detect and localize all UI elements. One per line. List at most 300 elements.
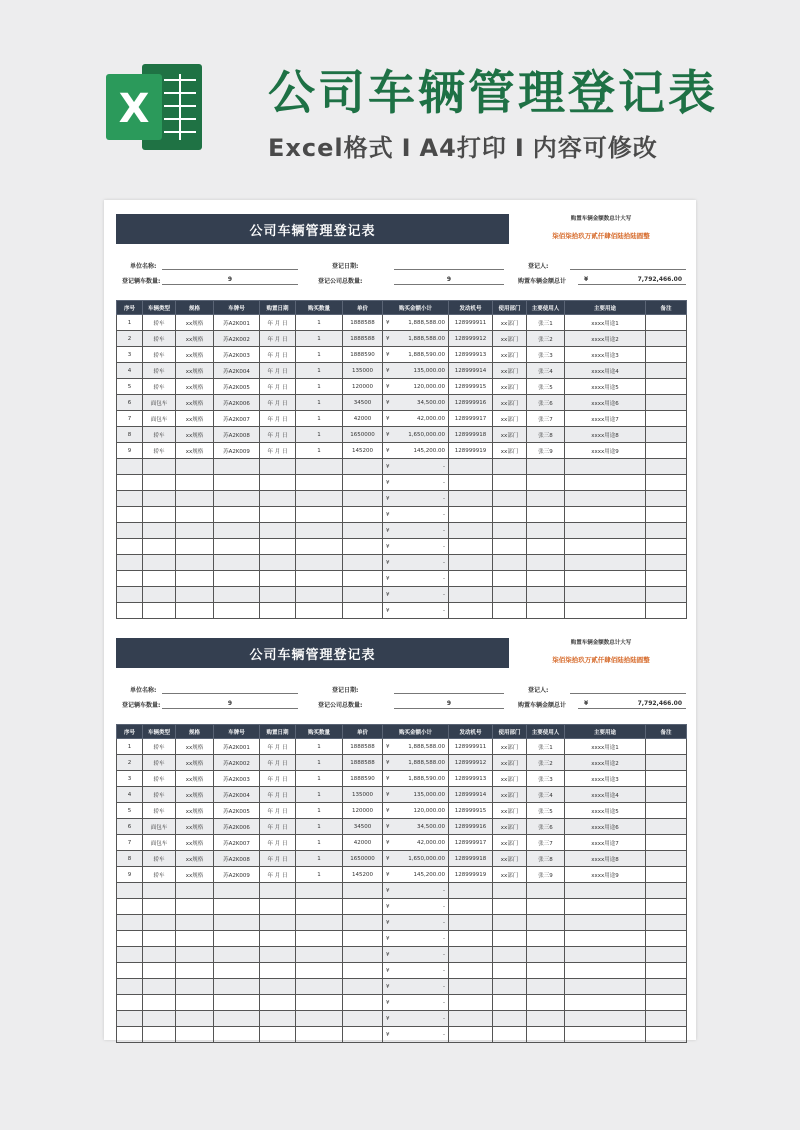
table-cell[interactable]: 128999918 bbox=[449, 851, 493, 867]
table-cell[interactable]: 年 月 日 bbox=[260, 771, 296, 787]
table-cell[interactable] bbox=[214, 603, 260, 619]
table-cell-amount[interactable] bbox=[383, 995, 449, 1011]
table-cell[interactable] bbox=[296, 571, 343, 587]
table-cell[interactable] bbox=[260, 603, 296, 619]
table-cell[interactable] bbox=[493, 507, 527, 523]
table-cell[interactable]: 轿车 bbox=[143, 771, 176, 787]
table-cell[interactable] bbox=[214, 523, 260, 539]
table-cell[interactable]: 1 bbox=[296, 755, 343, 771]
table-cell[interactable] bbox=[646, 587, 687, 603]
table-cell[interactable]: 轿车 bbox=[143, 443, 176, 459]
table-cell[interactable] bbox=[527, 979, 565, 995]
table-cell[interactable] bbox=[260, 995, 296, 1011]
table-cell-amount[interactable] bbox=[383, 867, 449, 883]
table-cell[interactable]: xx规格 bbox=[176, 803, 214, 819]
table-cell[interactable]: 张三5 bbox=[527, 379, 565, 395]
person-field[interactable] bbox=[570, 261, 686, 270]
table-cell[interactable]: xxxx用途1 bbox=[565, 739, 646, 755]
table-cell[interactable]: 苏A2K007 bbox=[214, 835, 260, 851]
table-cell[interactable]: xx规格 bbox=[176, 347, 214, 363]
table-cell[interactable]: 张三5 bbox=[527, 803, 565, 819]
table-cell[interactable] bbox=[493, 459, 527, 475]
table-cell[interactable] bbox=[449, 539, 493, 555]
table-cell[interactable] bbox=[260, 555, 296, 571]
table-cell[interactable] bbox=[214, 1011, 260, 1027]
table-cell[interactable]: 张三6 bbox=[527, 395, 565, 411]
table-cell[interactable]: 轿车 bbox=[143, 851, 176, 867]
table-cell[interactable]: 面包车 bbox=[143, 395, 176, 411]
table-cell[interactable] bbox=[260, 915, 296, 931]
table-cell[interactable] bbox=[343, 963, 383, 979]
table-cell[interactable] bbox=[176, 963, 214, 979]
table-cell[interactable]: 张三2 bbox=[527, 331, 565, 347]
table-cell[interactable] bbox=[646, 395, 687, 411]
table-cell-amount[interactable] bbox=[383, 803, 449, 819]
table-cell[interactable]: 128999915 bbox=[449, 379, 493, 395]
table-cell-amount[interactable] bbox=[383, 459, 449, 475]
table-cell[interactable] bbox=[449, 979, 493, 995]
table-cell[interactable] bbox=[343, 475, 383, 491]
table-cell[interactable] bbox=[527, 555, 565, 571]
table-cell[interactable]: 苏A2K002 bbox=[214, 331, 260, 347]
table-cell[interactable] bbox=[214, 539, 260, 555]
table-cell[interactable]: 128999913 bbox=[449, 771, 493, 787]
table-cell[interactable]: 1650000 bbox=[343, 427, 383, 443]
table-cell[interactable] bbox=[646, 315, 687, 331]
table-cell[interactable] bbox=[260, 459, 296, 475]
table-cell[interactable] bbox=[176, 587, 214, 603]
table-cell[interactable] bbox=[449, 459, 493, 475]
table-cell[interactable] bbox=[493, 587, 527, 603]
table-cell[interactable] bbox=[343, 459, 383, 475]
table-cell[interactable] bbox=[527, 507, 565, 523]
table-cell[interactable] bbox=[646, 427, 687, 443]
table-cell[interactable]: 轿车 bbox=[143, 363, 176, 379]
table-cell[interactable]: 128999919 bbox=[449, 443, 493, 459]
table-cell[interactable]: 135000 bbox=[343, 787, 383, 803]
table-cell[interactable] bbox=[527, 539, 565, 555]
table-cell[interactable]: 年 月 日 bbox=[260, 819, 296, 835]
table-cell[interactable] bbox=[176, 507, 214, 523]
table-cell[interactable] bbox=[646, 571, 687, 587]
table-cell[interactable]: 1 bbox=[296, 315, 343, 331]
table-cell[interactable] bbox=[527, 883, 565, 899]
person-field[interactable] bbox=[570, 685, 686, 694]
table-cell[interactable]: 42000 bbox=[343, 835, 383, 851]
table-cell[interactable] bbox=[296, 915, 343, 931]
table-cell-amount[interactable] bbox=[383, 771, 449, 787]
table-cell[interactable] bbox=[296, 1011, 343, 1027]
table-cell[interactable] bbox=[260, 947, 296, 963]
table-cell[interactable]: 120000 bbox=[343, 379, 383, 395]
table-cell[interactable]: 苏A2K006 bbox=[214, 819, 260, 835]
table-cell[interactable] bbox=[646, 1027, 687, 1043]
table-cell[interactable] bbox=[646, 915, 687, 931]
table-cell[interactable] bbox=[449, 475, 493, 491]
table-cell[interactable] bbox=[527, 587, 565, 603]
table-cell[interactable] bbox=[296, 475, 343, 491]
table-cell[interactable] bbox=[343, 915, 383, 931]
table-cell[interactable] bbox=[527, 1011, 565, 1027]
table-cell[interactable]: 2 bbox=[117, 331, 143, 347]
table-cell[interactable]: xx部门 bbox=[493, 867, 527, 883]
table-cell-amount[interactable] bbox=[383, 899, 449, 915]
table-cell[interactable] bbox=[527, 1027, 565, 1043]
table-cell[interactable]: xx规格 bbox=[176, 819, 214, 835]
table-cell[interactable] bbox=[449, 491, 493, 507]
table-cell[interactable] bbox=[493, 555, 527, 571]
table-cell[interactable] bbox=[646, 931, 687, 947]
table-cell[interactable] bbox=[117, 963, 143, 979]
table-cell[interactable]: 5 bbox=[117, 379, 143, 395]
table-cell[interactable] bbox=[117, 899, 143, 915]
table-cell[interactable] bbox=[493, 947, 527, 963]
table-cell[interactable] bbox=[143, 539, 176, 555]
table-cell[interactable]: 张三7 bbox=[527, 411, 565, 427]
table-cell-amount[interactable] bbox=[383, 555, 449, 571]
table-cell[interactable]: 3 bbox=[117, 347, 143, 363]
table-cell[interactable]: 9 bbox=[117, 867, 143, 883]
table-cell[interactable]: xx规格 bbox=[176, 379, 214, 395]
table-cell[interactable] bbox=[296, 979, 343, 995]
table-cell[interactable]: 128999919 bbox=[449, 867, 493, 883]
table-cell[interactable] bbox=[214, 915, 260, 931]
table-cell[interactable]: 2 bbox=[117, 755, 143, 771]
table-cell[interactable]: 128999916 bbox=[449, 395, 493, 411]
table-cell[interactable]: 1 bbox=[296, 347, 343, 363]
table-cell[interactable] bbox=[176, 603, 214, 619]
table-cell[interactable] bbox=[176, 571, 214, 587]
table-cell-amount[interactable] bbox=[383, 915, 449, 931]
table-cell[interactable]: 面包车 bbox=[143, 819, 176, 835]
table-cell[interactable] bbox=[143, 915, 176, 931]
table-cell[interactable]: xx部门 bbox=[493, 395, 527, 411]
table-cell[interactable] bbox=[176, 491, 214, 507]
table-cell[interactable]: xxxx用途6 bbox=[565, 395, 646, 411]
table-cell[interactable] bbox=[565, 475, 646, 491]
table-cell[interactable] bbox=[565, 995, 646, 1011]
table-cell[interactable] bbox=[527, 947, 565, 963]
table-cell-amount[interactable] bbox=[383, 755, 449, 771]
table-cell[interactable]: 年 月 日 bbox=[260, 755, 296, 771]
table-cell[interactable]: xx部门 bbox=[493, 835, 527, 851]
table-cell[interactable] bbox=[176, 555, 214, 571]
table-cell[interactable]: 1 bbox=[117, 315, 143, 331]
table-cell[interactable] bbox=[214, 995, 260, 1011]
table-cell[interactable] bbox=[214, 475, 260, 491]
table-cell[interactable] bbox=[646, 755, 687, 771]
table-cell[interactable] bbox=[117, 603, 143, 619]
table-cell[interactable]: xx规格 bbox=[176, 427, 214, 443]
table-cell[interactable]: xx部门 bbox=[493, 443, 527, 459]
table-cell[interactable]: 张三8 bbox=[527, 851, 565, 867]
table-cell[interactable] bbox=[493, 931, 527, 947]
table-cell[interactable]: 128999913 bbox=[449, 347, 493, 363]
table-cell[interactable]: 轿车 bbox=[143, 315, 176, 331]
table-cell[interactable]: xx部门 bbox=[493, 787, 527, 803]
table-cell[interactable] bbox=[449, 931, 493, 947]
table-cell[interactable] bbox=[565, 491, 646, 507]
table-cell[interactable]: 年 月 日 bbox=[260, 427, 296, 443]
table-cell[interactable]: 128999915 bbox=[449, 803, 493, 819]
table-cell[interactable] bbox=[143, 603, 176, 619]
table-cell[interactable]: 1 bbox=[296, 787, 343, 803]
table-cell[interactable] bbox=[176, 947, 214, 963]
table-cell[interactable] bbox=[176, 899, 214, 915]
table-cell[interactable]: 年 月 日 bbox=[260, 443, 296, 459]
table-cell[interactable] bbox=[646, 331, 687, 347]
table-cell[interactable] bbox=[176, 1011, 214, 1027]
table-cell[interactable] bbox=[646, 883, 687, 899]
table-cell[interactable]: 4 bbox=[117, 363, 143, 379]
table-cell[interactable]: 年 月 日 bbox=[260, 315, 296, 331]
table-cell[interactable]: 3 bbox=[117, 771, 143, 787]
table-cell[interactable] bbox=[117, 459, 143, 475]
table-cell[interactable]: 7 bbox=[117, 411, 143, 427]
table-cell[interactable]: 128999912 bbox=[449, 331, 493, 347]
table-cell[interactable]: xx部门 bbox=[493, 427, 527, 443]
table-cell[interactable] bbox=[143, 931, 176, 947]
table-cell[interactable]: 苏A2K005 bbox=[214, 379, 260, 395]
table-cell[interactable] bbox=[565, 571, 646, 587]
table-cell[interactable] bbox=[646, 979, 687, 995]
table-cell[interactable]: xxxx用途7 bbox=[565, 835, 646, 851]
table-cell[interactable]: xxxx用途5 bbox=[565, 379, 646, 395]
table-cell[interactable]: xxxx用途5 bbox=[565, 803, 646, 819]
table-cell[interactable] bbox=[117, 491, 143, 507]
table-cell[interactable] bbox=[646, 963, 687, 979]
table-cell[interactable] bbox=[117, 931, 143, 947]
table-cell[interactable]: 张三4 bbox=[527, 363, 565, 379]
table-cell[interactable] bbox=[176, 931, 214, 947]
table-cell[interactable] bbox=[449, 507, 493, 523]
table-cell[interactable] bbox=[449, 1011, 493, 1027]
table-cell[interactable] bbox=[646, 347, 687, 363]
table-cell[interactable] bbox=[143, 1027, 176, 1043]
table-cell[interactable]: 张三7 bbox=[527, 835, 565, 851]
table-cell-amount[interactable] bbox=[383, 507, 449, 523]
table-cell[interactable] bbox=[214, 507, 260, 523]
table-cell[interactable]: 128999912 bbox=[449, 755, 493, 771]
table-cell[interactable]: 苏A2K001 bbox=[214, 739, 260, 755]
table-cell[interactable]: 轿车 bbox=[143, 787, 176, 803]
table-cell[interactable]: 1 bbox=[296, 379, 343, 395]
table-cell[interactable]: 张三1 bbox=[527, 315, 565, 331]
table-cell[interactable] bbox=[527, 963, 565, 979]
table-cell[interactable] bbox=[214, 979, 260, 995]
table-cell[interactable] bbox=[296, 963, 343, 979]
table-cell[interactable]: 年 月 日 bbox=[260, 347, 296, 363]
table-cell[interactable]: 8 bbox=[117, 851, 143, 867]
table-cell[interactable]: 苏A2K008 bbox=[214, 851, 260, 867]
table-cell[interactable] bbox=[176, 459, 214, 475]
table-cell[interactable] bbox=[214, 883, 260, 899]
table-cell[interactable]: 张三1 bbox=[527, 739, 565, 755]
table-cell[interactable] bbox=[565, 603, 646, 619]
table-cell[interactable] bbox=[143, 1011, 176, 1027]
table-cell[interactable] bbox=[343, 947, 383, 963]
table-cell[interactable]: 张三8 bbox=[527, 427, 565, 443]
table-cell[interactable] bbox=[646, 459, 687, 475]
table-cell[interactable] bbox=[176, 475, 214, 491]
table-cell[interactable] bbox=[143, 507, 176, 523]
table-cell[interactable] bbox=[296, 491, 343, 507]
table-cell[interactable]: 128999911 bbox=[449, 739, 493, 755]
table-cell[interactable] bbox=[260, 1027, 296, 1043]
date-field[interactable] bbox=[394, 685, 504, 694]
table-cell[interactable] bbox=[117, 947, 143, 963]
table-cell[interactable]: 7 bbox=[117, 835, 143, 851]
table-cell[interactable] bbox=[646, 491, 687, 507]
table-cell[interactable]: 苏A2K006 bbox=[214, 395, 260, 411]
table-cell-amount[interactable] bbox=[383, 979, 449, 995]
table-cell[interactable] bbox=[565, 459, 646, 475]
table-cell-amount[interactable] bbox=[383, 819, 449, 835]
table-cell[interactable] bbox=[214, 1027, 260, 1043]
table-cell[interactable]: 年 月 日 bbox=[260, 851, 296, 867]
table-cell[interactable]: xx规格 bbox=[176, 331, 214, 347]
table-cell[interactable]: xx部门 bbox=[493, 851, 527, 867]
table-cell[interactable] bbox=[176, 1027, 214, 1043]
table-cell[interactable] bbox=[493, 963, 527, 979]
table-cell[interactable] bbox=[214, 963, 260, 979]
table-cell[interactable]: 5 bbox=[117, 803, 143, 819]
table-cell[interactable] bbox=[343, 979, 383, 995]
table-cell[interactable]: xxxx用途8 bbox=[565, 427, 646, 443]
table-cell[interactable]: 1888590 bbox=[343, 771, 383, 787]
table-cell[interactable]: 1 bbox=[296, 771, 343, 787]
table-cell[interactable] bbox=[143, 587, 176, 603]
table-cell[interactable]: 轿车 bbox=[143, 803, 176, 819]
table-cell[interactable]: 苏A2K001 bbox=[214, 315, 260, 331]
table-cell[interactable]: 135000 bbox=[343, 363, 383, 379]
table-cell[interactable]: 1 bbox=[296, 411, 343, 427]
table-cell[interactable] bbox=[117, 995, 143, 1011]
table-cell[interactable] bbox=[449, 947, 493, 963]
table-cell[interactable]: 张三4 bbox=[527, 787, 565, 803]
table-cell[interactable] bbox=[449, 523, 493, 539]
table-cell[interactable]: 1650000 bbox=[343, 851, 383, 867]
table-cell[interactable]: xx部门 bbox=[493, 411, 527, 427]
table-cell[interactable]: 张三3 bbox=[527, 347, 565, 363]
table-cell-amount[interactable] bbox=[383, 947, 449, 963]
table-cell[interactable]: 苏A2K005 bbox=[214, 803, 260, 819]
table-cell[interactable] bbox=[646, 523, 687, 539]
table-cell[interactable]: 张三6 bbox=[527, 819, 565, 835]
table-cell[interactable]: 4 bbox=[117, 787, 143, 803]
table-cell[interactable] bbox=[176, 539, 214, 555]
table-cell[interactable] bbox=[646, 475, 687, 491]
table-cell-amount[interactable] bbox=[383, 443, 449, 459]
table-cell[interactable] bbox=[565, 947, 646, 963]
table-cell[interactable]: 1888588 bbox=[343, 739, 383, 755]
table-cell[interactable] bbox=[493, 995, 527, 1011]
table-cell[interactable]: 轿车 bbox=[143, 867, 176, 883]
table-cell[interactable]: 1888588 bbox=[343, 315, 383, 331]
table-cell[interactable] bbox=[214, 587, 260, 603]
table-cell[interactable]: 面包车 bbox=[143, 411, 176, 427]
table-cell[interactable] bbox=[117, 475, 143, 491]
table-cell[interactable] bbox=[646, 555, 687, 571]
table-cell[interactable] bbox=[296, 523, 343, 539]
table-cell[interactable] bbox=[646, 603, 687, 619]
table-cell[interactable]: 1 bbox=[296, 363, 343, 379]
table-cell[interactable] bbox=[565, 555, 646, 571]
table-cell[interactable] bbox=[493, 539, 527, 555]
table-cell-amount[interactable] bbox=[383, 491, 449, 507]
table-cell[interactable]: 1 bbox=[296, 331, 343, 347]
table-cell[interactable]: 轿车 bbox=[143, 755, 176, 771]
table-cell[interactable]: xx部门 bbox=[493, 819, 527, 835]
table-cell[interactable] bbox=[343, 571, 383, 587]
table-cell-amount[interactable] bbox=[383, 851, 449, 867]
table-cell[interactable]: 面包车 bbox=[143, 835, 176, 851]
table-cell[interactable] bbox=[176, 915, 214, 931]
table-cell[interactable] bbox=[260, 963, 296, 979]
table-cell[interactable] bbox=[565, 979, 646, 995]
table-cell[interactable] bbox=[296, 603, 343, 619]
table-cell[interactable] bbox=[214, 571, 260, 587]
table-cell[interactable] bbox=[493, 979, 527, 995]
table-cell[interactable]: 9 bbox=[117, 443, 143, 459]
table-cell[interactable] bbox=[449, 1027, 493, 1043]
table-cell[interactable] bbox=[117, 507, 143, 523]
table-cell[interactable]: 128999917 bbox=[449, 835, 493, 851]
table-cell[interactable] bbox=[260, 475, 296, 491]
table-cell-amount[interactable] bbox=[383, 603, 449, 619]
table-cell[interactable] bbox=[493, 1011, 527, 1027]
table-cell[interactable]: xx规格 bbox=[176, 315, 214, 331]
table-cell[interactable] bbox=[646, 379, 687, 395]
table-cell[interactable] bbox=[260, 1011, 296, 1027]
table-cell[interactable] bbox=[527, 491, 565, 507]
table-cell[interactable] bbox=[343, 995, 383, 1011]
table-cell[interactable]: xx规格 bbox=[176, 787, 214, 803]
table-cell[interactable] bbox=[214, 947, 260, 963]
table-cell[interactable]: 年 月 日 bbox=[260, 803, 296, 819]
table-cell-amount[interactable] bbox=[383, 379, 449, 395]
table-cell[interactable]: xx部门 bbox=[493, 331, 527, 347]
table-cell[interactable] bbox=[296, 1027, 343, 1043]
table-cell[interactable] bbox=[343, 1011, 383, 1027]
table-cell[interactable] bbox=[449, 587, 493, 603]
table-cell[interactable] bbox=[296, 459, 343, 475]
table-cell[interactable]: xxxx用途9 bbox=[565, 867, 646, 883]
table-cell[interactable]: 1888588 bbox=[343, 755, 383, 771]
table-cell[interactable] bbox=[117, 523, 143, 539]
table-cell[interactable]: 128999917 bbox=[449, 411, 493, 427]
table-cell[interactable]: xx部门 bbox=[493, 363, 527, 379]
table-cell-amount[interactable] bbox=[383, 331, 449, 347]
table-cell[interactable] bbox=[565, 587, 646, 603]
unit-field[interactable] bbox=[162, 261, 298, 270]
table-cell-amount[interactable] bbox=[383, 411, 449, 427]
table-cell[interactable] bbox=[646, 851, 687, 867]
table-cell[interactable]: 年 月 日 bbox=[260, 835, 296, 851]
table-cell[interactable] bbox=[143, 979, 176, 995]
table-cell[interactable] bbox=[176, 979, 214, 995]
table-cell[interactable]: 1 bbox=[296, 395, 343, 411]
table-cell[interactable]: 1 bbox=[117, 739, 143, 755]
table-cell[interactable] bbox=[493, 491, 527, 507]
table-cell[interactable]: 8 bbox=[117, 427, 143, 443]
table-cell[interactable] bbox=[260, 539, 296, 555]
table-cell[interactable]: 1 bbox=[296, 803, 343, 819]
table-cell[interactable] bbox=[117, 1027, 143, 1043]
table-cell[interactable]: 1 bbox=[296, 739, 343, 755]
table-cell[interactable] bbox=[296, 539, 343, 555]
table-cell[interactable] bbox=[527, 523, 565, 539]
